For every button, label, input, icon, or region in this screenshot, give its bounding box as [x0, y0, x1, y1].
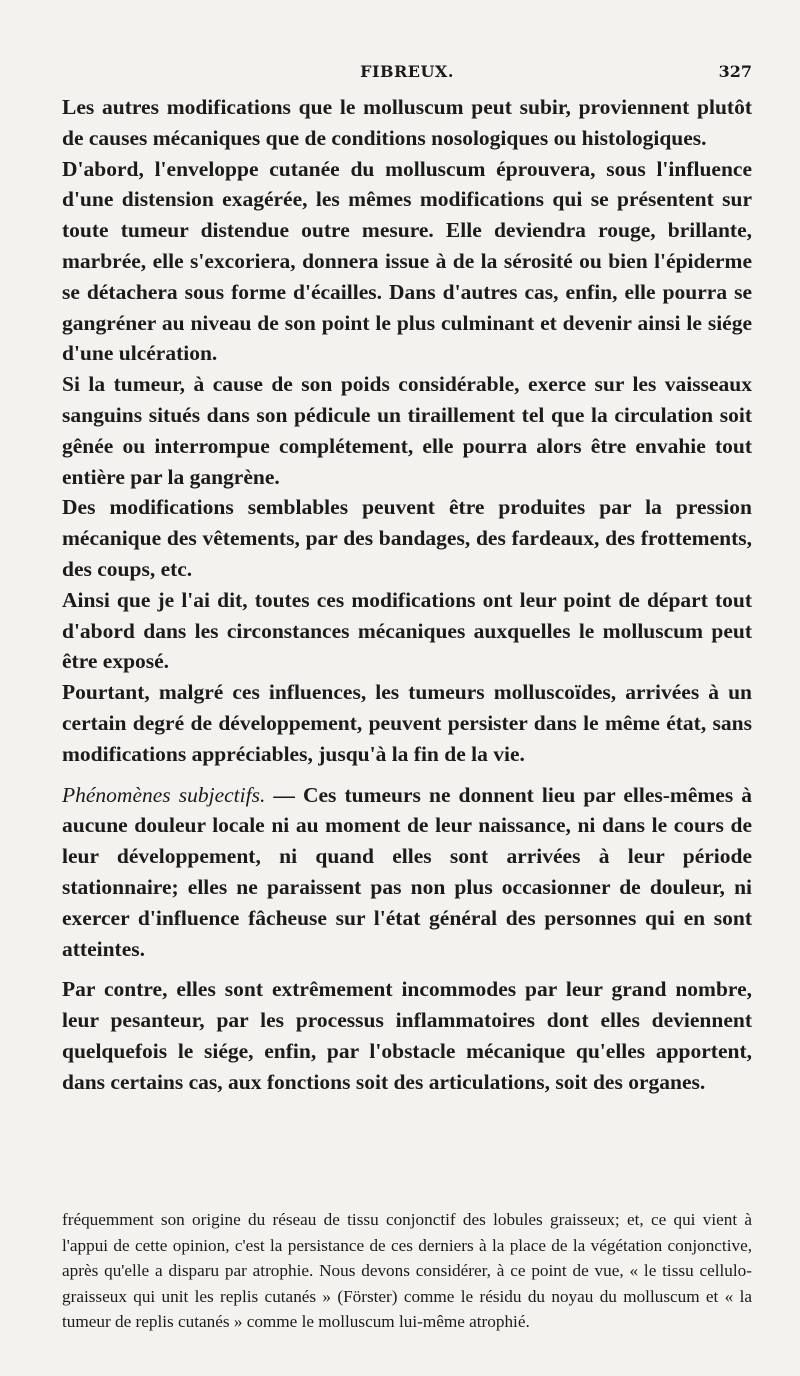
paragraph: Ainsi que je l'ai dit, toutes ces modifications ont leur point de départ tout d'abord dans les circonstances mécaniques auxquelles le molluscum peut être exposé. — [62, 587, 752, 674]
footnote-text: fréquemment son origine du réseau de tissu conjonctif des lobules graisseux; et, ce qui vient à l'appui de cette opinion, c'est la persistance de ces derniers à la place de la végétation conjonctive, après qu'elle a disparu par atrophie. Nous devons considérer, à ce point de vue, « le tissu cellulo-graisseux qui unit les replis cutanés » (Förster) comme le résidu du noyau du molluscum et « la tumeur de replis cutanés » comme le molluscum lui-même atrophié. — [62, 1210, 752, 1331]
paragraph: Si la tumeur, à cause de son poids considérable, exerce sur les vaisseaux sanguins situés dans son pédicule un tiraillement tel que la circulation soit gênée ou interrompue complétement, elle pourra alors être envahie tout entière par la gangrène. — [62, 372, 752, 489]
paragraph: Pourtant, malgré ces influences, les tumeurs molluscoïdes, arrivées à un certain degré de développement, peuvent persister dans le même état, sans modifications appréciables, jusqu'à la fin de la vie. — [62, 680, 752, 766]
paragraph: Par contre, elles sont extrêmement incommodes par leur grand nombre, leur pesanteur, par les processus inflammatoires dont elles deviennent quelquefois le siége, enfin, par l'obstacle mécanique qu'elles apportent, dans certains cas, aux fonctions soit des articulations, soit des organes. — [62, 977, 752, 1094]
paragraph: D'abord, l'enveloppe cutanée du molluscum éprouvera, sous l'influence d'une distension exagérée, les mêmes modifications qui se présentent sur toute tumeur distendue outre mesure. Elle deviendra rouge, brillante, marbrée, elle s'excoriera, donnera issue à de la sérosité ou bien l'épiderme se détachera sous forme d'écailles. Dans d'autres cas, enfin, elle pourra se gangréner au niveau de son point le plus culminant et devenir ainsi le siége d'une ulcération. — [62, 156, 752, 366]
main-text — [62, 92, 752, 1098]
section-text: — Ces tumeurs ne donnent lieu par elles-mêmes à aucune douleur locale ni au moment de leur naissance, ni dans le cours de leur développement, ni quand elles sont arrivées à leur période stationnaire; elles ne paraissent pas non plus occasionner de douleur, ni exercer d'influence fâcheuse sur l'état général des personnes qui en sont atteintes. — [62, 782, 753, 961]
paragraph: Des modifications semblables peuvent être produites par la pression mécanique des vêtements, par des bandages, des fardeaux, des frottements, des coups, etc. — [62, 495, 752, 581]
paragraph: Les autres modifications que le molluscum peut subir, proviennent plutôt de causes mécaniques que de conditions nosologiques ou histologiques. — [62, 95, 752, 150]
page-header — [62, 62, 752, 86]
page-number: 327 — [718, 62, 752, 81]
section-paragraph — [62, 780, 752, 965]
footnote — [62, 1207, 752, 1335]
section-spacer — [62, 770, 752, 780]
section-heading: Phénomènes subjectifs. — [62, 782, 266, 807]
section-spacer — [62, 964, 752, 974]
running-title: FIBREUX. — [360, 62, 454, 81]
